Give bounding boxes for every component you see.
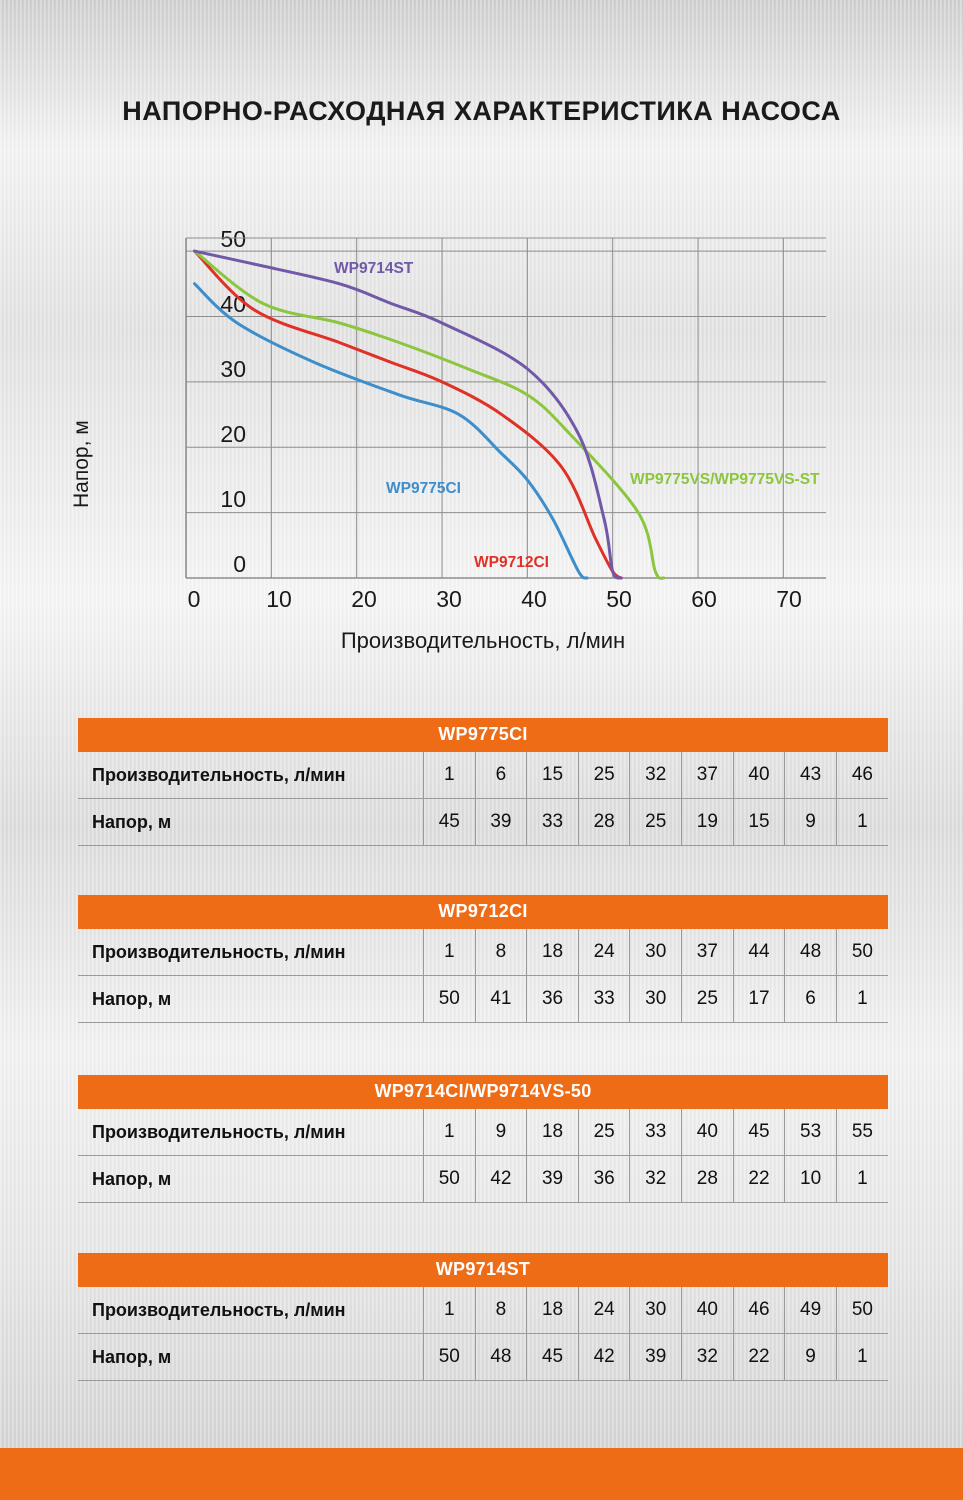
row-label: Напор, м — [78, 1156, 424, 1203]
chart-y-axis-title: Напор, м — [70, 420, 93, 508]
table-row — [78, 799, 888, 846]
row-label: Производительность, л/мин — [78, 1109, 424, 1156]
cell: 37 — [682, 929, 734, 976]
cell: 25 — [630, 799, 682, 846]
curve-wp9775ci — [195, 284, 588, 578]
cell: 39 — [630, 1334, 682, 1381]
cell: 42 — [475, 1156, 527, 1203]
table-block-0 — [78, 718, 888, 846]
cell: 50 — [424, 1156, 476, 1203]
chart-x-tick: 30 — [436, 586, 462, 612]
chart-y-tick: 40 — [220, 291, 246, 317]
cell: 15 — [733, 799, 785, 846]
cell: 40 — [682, 1109, 734, 1156]
cell: 36 — [578, 1156, 630, 1203]
cell: 50 — [836, 929, 888, 976]
row-label: Напор, м — [78, 799, 424, 846]
cell: 17 — [733, 976, 785, 1023]
table-row — [78, 1287, 888, 1334]
chart-x-tick: 70 — [776, 586, 802, 612]
table-header: WP9714ST — [78, 1253, 888, 1287]
cell: 28 — [578, 799, 630, 846]
table-data — [78, 752, 888, 846]
cell: 19 — [682, 799, 734, 846]
cell: 25 — [578, 1109, 630, 1156]
cell: 1 — [836, 1156, 888, 1203]
cell: 1 — [836, 1334, 888, 1381]
chart-gridlines — [186, 238, 826, 578]
table-data — [78, 1109, 888, 1203]
table-block-1 — [78, 895, 888, 1023]
cell: 1 — [424, 1109, 476, 1156]
cell: 6 — [475, 752, 527, 799]
table-row — [78, 1109, 888, 1156]
cell: 45 — [527, 1334, 579, 1381]
cell: 8 — [475, 929, 527, 976]
cell: 49 — [785, 1287, 837, 1334]
row-label: Производительность, л/мин — [78, 929, 424, 976]
cell: 15 — [527, 752, 579, 799]
table-header: WP9712CI — [78, 895, 888, 929]
cell: 1 — [424, 1287, 476, 1334]
pump-curve-chart — [70, 208, 888, 678]
cell: 33 — [527, 799, 579, 846]
cell: 24 — [578, 1287, 630, 1334]
cell: 37 — [682, 752, 734, 799]
chart-y-tick: 20 — [220, 421, 246, 447]
table-row — [78, 929, 888, 976]
table-data — [78, 929, 888, 1023]
cell: 33 — [578, 976, 630, 1023]
cell: 22 — [733, 1156, 785, 1203]
table-data — [78, 1287, 888, 1381]
cell: 22 — [733, 1334, 785, 1381]
cell: 25 — [682, 976, 734, 1023]
cell: 39 — [475, 799, 527, 846]
table-block-2 — [78, 1075, 888, 1203]
cell: 24 — [578, 929, 630, 976]
cell: 8 — [475, 1287, 527, 1334]
cell: 40 — [733, 752, 785, 799]
chart-x-tick: 20 — [351, 586, 377, 612]
row-label: Напор, м — [78, 1334, 424, 1381]
table-row — [78, 1156, 888, 1203]
curve-label-wp9775vs: WP9775VS/WP9775VS-ST — [630, 471, 820, 488]
cell: 50 — [836, 1287, 888, 1334]
cell: 1 — [424, 929, 476, 976]
cell: 46 — [836, 752, 888, 799]
cell: 44 — [733, 929, 785, 976]
page-title: НАПОРНО-РАСХОДНАЯ ХАРАКТЕРИСТИКА НАСОСА — [122, 96, 841, 126]
cell: 33 — [630, 1109, 682, 1156]
table-header: WP9775CI — [78, 718, 888, 752]
cell: 18 — [527, 1109, 579, 1156]
curve-wp9775vs-wp9775vs-st — [195, 251, 664, 578]
chart-x-tick: 50 — [606, 586, 632, 612]
cell: 43 — [785, 752, 837, 799]
cell: 50 — [424, 976, 476, 1023]
cell: 6 — [785, 976, 837, 1023]
table-header: WP9714CI/WP9714VS-50 — [78, 1075, 888, 1109]
cell: 9 — [475, 1109, 527, 1156]
table-row — [78, 752, 888, 799]
cell: 42 — [578, 1334, 630, 1381]
row-label: Производительность, л/мин — [78, 752, 424, 799]
cell: 32 — [682, 1334, 734, 1381]
chart-y-tick: 0 — [233, 551, 246, 577]
table-row — [78, 1334, 888, 1381]
cell: 18 — [527, 1287, 579, 1334]
chart-y-tick: 10 — [220, 486, 246, 512]
bottom-accent-bar — [0, 1448, 963, 1500]
chart-svg — [186, 238, 826, 578]
chart-y-tick: 30 — [220, 356, 246, 382]
cell: 9 — [785, 799, 837, 846]
cell: 45 — [424, 799, 476, 846]
chart-x-tick: 0 — [187, 586, 201, 612]
chart-x-axis-title: Производительность, л/мин — [340, 628, 626, 653]
cell: 25 — [578, 752, 630, 799]
cell: 10 — [785, 1156, 837, 1203]
cell: 9 — [785, 1334, 837, 1381]
cell: 1 — [424, 752, 476, 799]
cell: 1 — [836, 799, 888, 846]
curve-label-wp9775ci: WP9775CI — [386, 480, 461, 497]
table-row — [78, 976, 888, 1023]
cell: 30 — [630, 929, 682, 976]
cell: 1 — [836, 976, 888, 1023]
cell: 30 — [630, 976, 682, 1023]
table-block-3 — [78, 1253, 888, 1381]
chart-plot-area — [186, 238, 826, 612]
chart-x-tick: 40 — [521, 586, 547, 612]
chart-curves — [195, 251, 664, 578]
cell: 40 — [682, 1287, 734, 1334]
cell: 53 — [785, 1109, 837, 1156]
cell: 46 — [733, 1287, 785, 1334]
row-label: Напор, м — [78, 976, 424, 1023]
cell: 32 — [630, 1156, 682, 1203]
curve-label-wp9714st: WP9714ST — [334, 260, 414, 277]
cell: 41 — [475, 976, 527, 1023]
cell: 39 — [527, 1156, 579, 1203]
cell: 28 — [682, 1156, 734, 1203]
chart-x-tick: 60 — [691, 586, 717, 612]
cell: 55 — [836, 1109, 888, 1156]
cell: 48 — [785, 929, 837, 976]
cell: 45 — [733, 1109, 785, 1156]
cell: 32 — [630, 752, 682, 799]
cell: 50 — [424, 1334, 476, 1381]
cell: 36 — [527, 976, 579, 1023]
curve-label-wp9712ci: WP9712CI — [474, 554, 549, 571]
cell: 18 — [527, 929, 579, 976]
chart-y-tick: 50 — [220, 226, 246, 252]
cell: 48 — [475, 1334, 527, 1381]
chart-x-tick: 10 — [266, 586, 292, 612]
cell: 30 — [630, 1287, 682, 1334]
row-label: Производительность, л/мин — [78, 1287, 424, 1334]
